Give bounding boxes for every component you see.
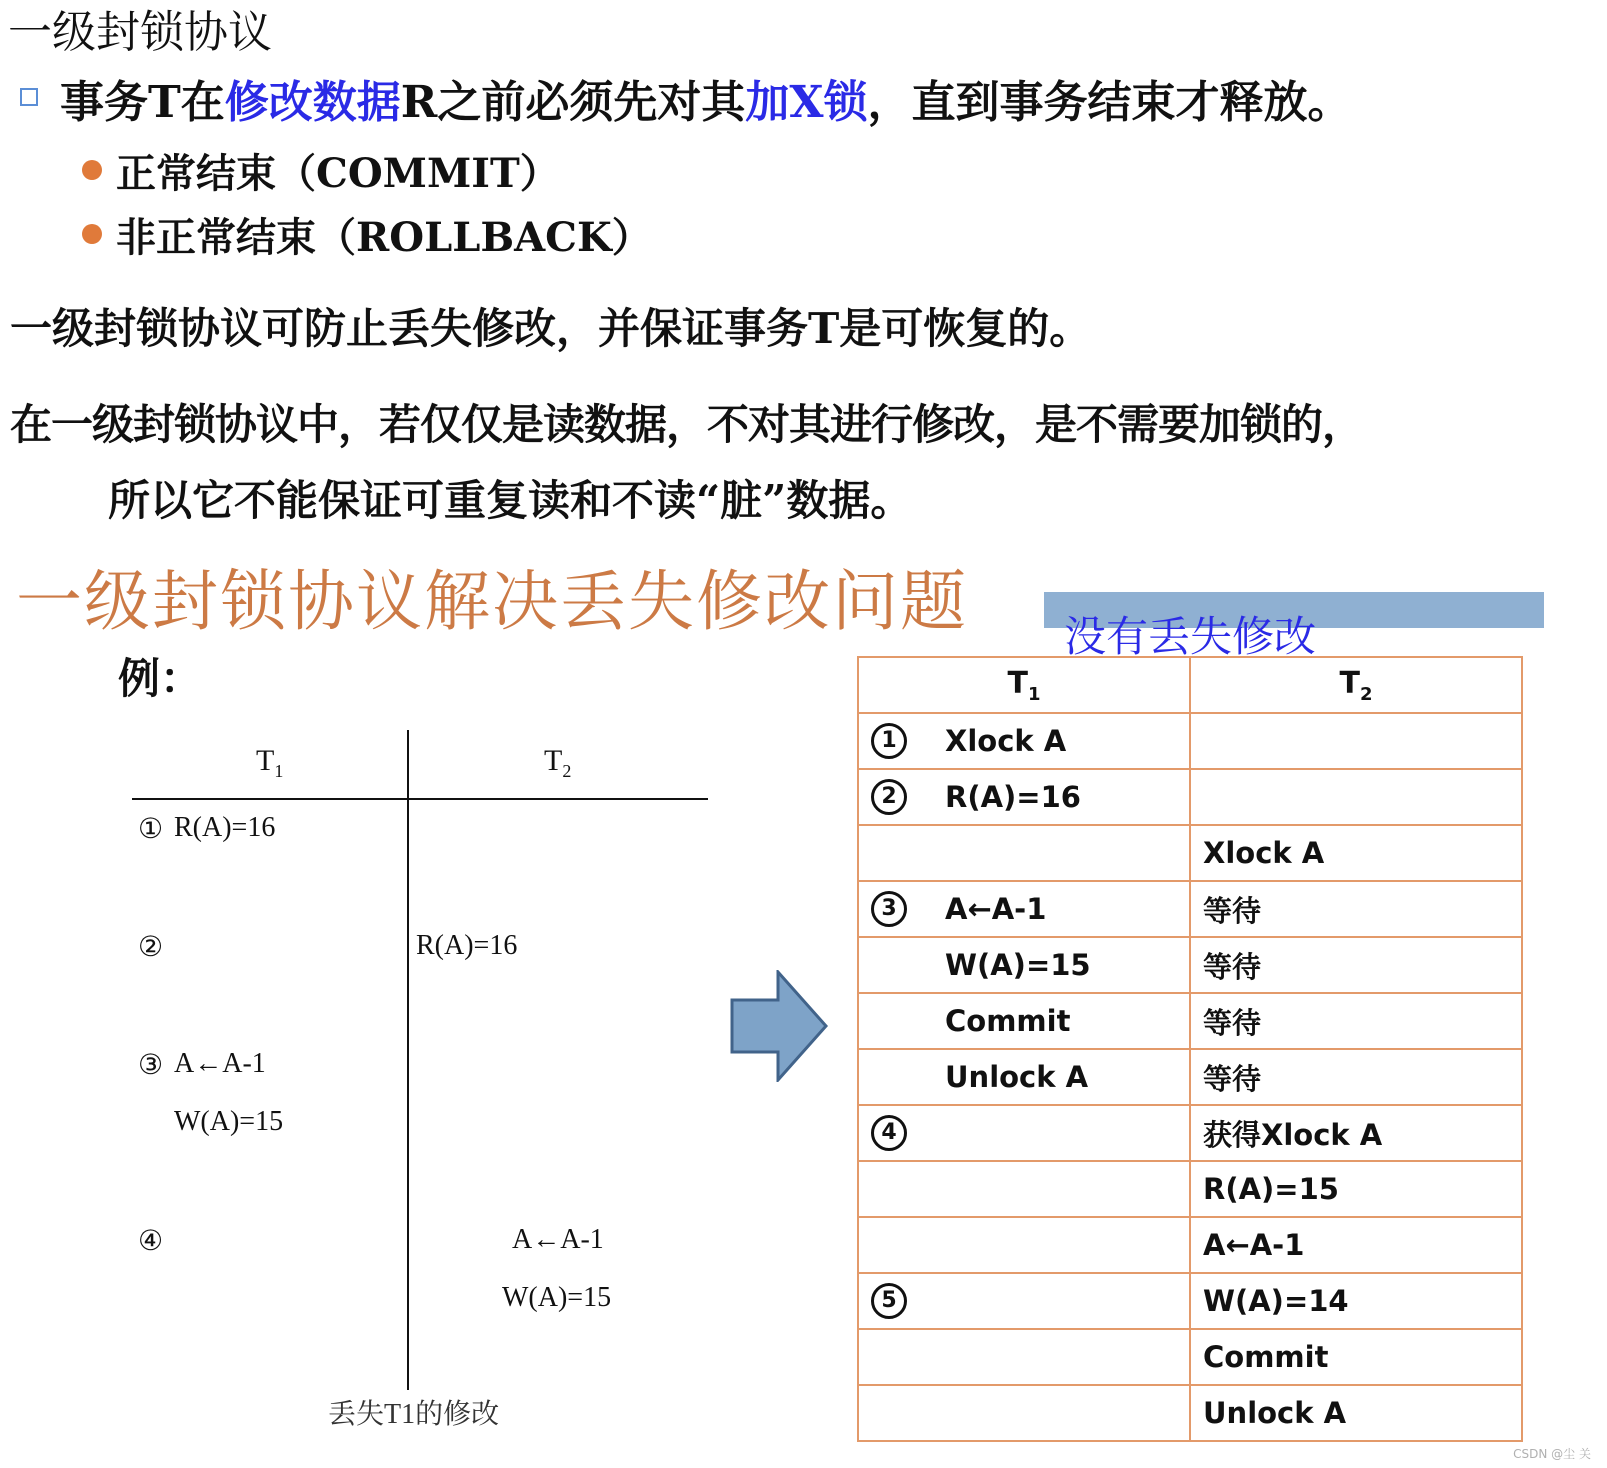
square-bullet-icon (20, 88, 38, 106)
left-step-3: ③ (138, 1050, 164, 1081)
step-cell-wrapper (859, 1218, 1189, 1272)
table-cell-t1 (858, 1273, 1190, 1329)
table-t1-text: R(A)=16 (945, 780, 1081, 814)
table-cell-t1 (858, 713, 1190, 769)
left-t1-cell: W(A)=15 (174, 1106, 284, 1137)
table-t2-text: 等待 (1203, 1061, 1262, 1096)
table-cell-t2 (1190, 1049, 1522, 1105)
left-header-t1-label: T (256, 744, 275, 777)
definition-highlight-modify: 修改数据 (224, 77, 401, 128)
table-row (858, 1385, 1522, 1441)
table-header-t2 (1190, 657, 1522, 713)
step-number-icon: 4 (871, 1115, 907, 1151)
definition-line (60, 66, 1351, 130)
xlock-protocol-table (857, 656, 1523, 1442)
table-row (858, 825, 1522, 881)
table-cell-t1 (858, 881, 1190, 937)
step-cell-wrapper (859, 714, 1189, 768)
paragraph-read-no-lock-line1: 在一级封锁协议中，若仅仅是读数据，不对其进行修改，是不需要加锁的， (10, 400, 1364, 449)
header-t2-label: T (1339, 665, 1360, 701)
table-row (858, 1273, 1522, 1329)
bullet-dot-icon (82, 224, 102, 244)
left-step-2: ② (138, 932, 164, 963)
left-header-t2-sub: 2 (562, 761, 572, 781)
table-cell-t2 (1190, 1329, 1522, 1385)
table-row (858, 993, 1522, 1049)
left-diagram-caption: 丢失T1的修改 (328, 1399, 500, 1430)
header-t1-sub: 1 (1027, 683, 1041, 705)
table-t2-text: 获得Xlock A (1203, 1117, 1383, 1152)
left-t2-cell: R(A)=16 (416, 930, 518, 961)
table-t2-text: 等待 (1203, 893, 1262, 928)
table-t1-text: Xlock A (945, 724, 1067, 758)
table-cell-t2 (1190, 1105, 1522, 1161)
table-row (858, 1161, 1522, 1217)
table-row (858, 769, 1522, 825)
left-header-t2-label: T (544, 744, 563, 777)
no-lost-update-label: 没有丢失修改 (1064, 612, 1317, 661)
table-row (858, 1049, 1522, 1105)
left-t1-cell: A←A-1 (174, 1048, 266, 1079)
step-number-icon: 5 (871, 1283, 907, 1319)
table-cell-t2 (1190, 993, 1522, 1049)
table-cell-t2 (1190, 1161, 1522, 1217)
bullet-rollback: 非正常结束（ROLLBACK） (116, 214, 652, 261)
table-header-row (858, 657, 1522, 713)
header-t2-sub: 2 (1359, 683, 1373, 705)
table-t2-text: Unlock A (1203, 1396, 1347, 1430)
table-cell-t1 (858, 1217, 1190, 1273)
table-cell-t1 (858, 937, 1190, 993)
step-cell-wrapper (859, 1106, 1189, 1160)
page-heading: 一级封锁协议 (8, 7, 272, 58)
table-cell-t2 (1190, 881, 1522, 937)
table-t2-text: 等待 (1203, 949, 1262, 984)
step-cell-wrapper (859, 1050, 1189, 1104)
table-cell-t2 (1190, 1273, 1522, 1329)
step-cell-wrapper (859, 938, 1189, 992)
step-cell-wrapper (859, 1386, 1189, 1440)
right-arrow-icon (730, 970, 830, 1082)
table-cell-t1 (858, 1049, 1190, 1105)
table-t1-text: A←A-1 (945, 892, 1047, 926)
definition-part-3: R之前必须先对其 (400, 77, 746, 128)
table-cell-t1 (858, 1161, 1190, 1217)
table-cell-t1 (858, 993, 1190, 1049)
step-cell-wrapper (859, 826, 1189, 880)
table-header-t1 (858, 657, 1190, 713)
step-cell-wrapper (859, 1162, 1189, 1216)
table-row (858, 1217, 1522, 1273)
step-number-icon: 2 (871, 779, 907, 815)
paragraph-prevent-lost: 一级封锁协议可防止丢失修改，并保证事务T是可恢复的。 (10, 304, 1092, 353)
table-cell-t2 (1190, 713, 1522, 769)
step-cell-wrapper (859, 770, 1189, 824)
table-cell-t1 (858, 769, 1190, 825)
table-t2-text: 等待 (1203, 1005, 1262, 1040)
table-t2-text: R(A)=15 (1203, 1172, 1339, 1206)
table-row (858, 1329, 1522, 1385)
table-cell-t1 (858, 1385, 1190, 1441)
section-title: 一级封锁协议解决丢失修改问题 (16, 563, 968, 640)
left-t2-cell: A←A-1 (512, 1224, 604, 1255)
table-cell-t2 (1190, 769, 1522, 825)
step-cell-wrapper (859, 1330, 1189, 1384)
table-t2-text: Xlock A (1203, 836, 1325, 870)
table-cell-t2 (1190, 1385, 1522, 1441)
left-header-t2 (544, 744, 571, 782)
table-cell-t2 (1190, 825, 1522, 881)
header-t1-label: T (1007, 665, 1028, 701)
left-header-t1 (256, 744, 283, 782)
left-t1-cell: R(A)=16 (174, 812, 276, 843)
table-t2-text: W(A)=14 (1203, 1284, 1349, 1318)
left-step-1: ① (138, 814, 164, 845)
table-cell-t1 (858, 1329, 1190, 1385)
step-number-icon: 1 (871, 723, 907, 759)
bullet-dot-icon (82, 160, 102, 180)
example-label: 例： (118, 654, 203, 703)
step-cell-wrapper (859, 1274, 1189, 1328)
table-t1-text: Commit (945, 1004, 1071, 1038)
definition-part-5: ，直到事务结束才释放。 (867, 77, 1352, 128)
bullet-commit: 正常结束（COMMIT） (116, 150, 560, 197)
definition-part-1: 事务T在 (60, 77, 225, 128)
paragraph-read-no-lock-line2: 所以它不能保证可重复读和不读“脏”数据。 (108, 476, 913, 525)
step-cell-wrapper (859, 994, 1189, 1048)
table-t1-text: W(A)=15 (945, 948, 1091, 982)
table-t2-text: Commit (1203, 1340, 1329, 1374)
definition-highlight-xlock: 加X锁 (745, 77, 868, 128)
left-step-4: ④ (138, 1226, 164, 1257)
table-t1-text: Unlock A (945, 1060, 1089, 1094)
table-cell-t1 (858, 1105, 1190, 1161)
table-row (858, 713, 1522, 769)
step-cell-wrapper (859, 882, 1189, 936)
table-row (858, 1105, 1522, 1161)
left-header-t1-sub: 1 (274, 761, 284, 781)
left-t2-cell: W(A)=15 (502, 1282, 612, 1313)
table-t2-text: A←A-1 (1203, 1228, 1305, 1262)
table-cell-t1 (858, 825, 1190, 881)
left-vertical-line (407, 730, 409, 1390)
table-cell-t2 (1190, 1217, 1522, 1273)
table-cell-t2 (1190, 937, 1522, 993)
step-number-icon: 3 (871, 891, 907, 927)
table-row (858, 881, 1522, 937)
table-row (858, 937, 1522, 993)
left-horizontal-line (132, 798, 708, 800)
watermark: CSDN @尘 关 (1513, 1447, 1591, 1461)
